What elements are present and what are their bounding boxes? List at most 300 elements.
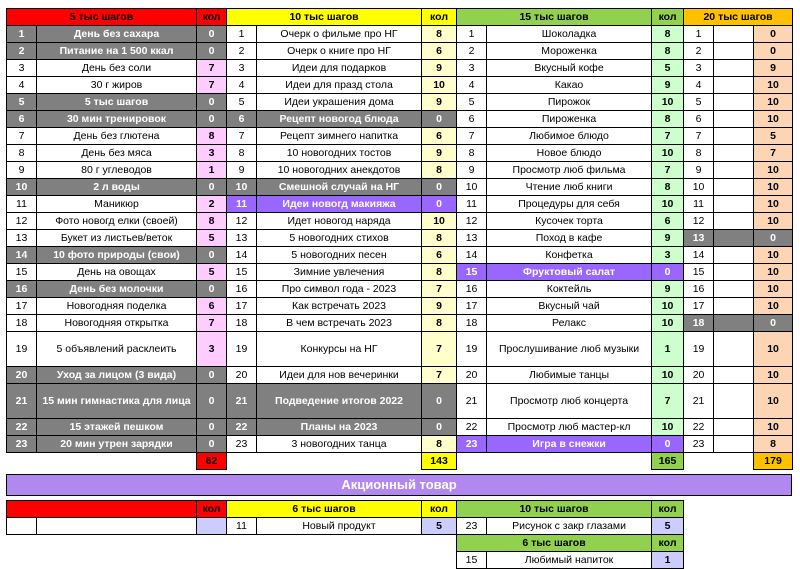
total-10k: 143 <box>422 453 457 470</box>
kol-20k: 0 <box>754 26 793 43</box>
promo-header-6k-b: 6 тыс шагов <box>457 535 652 552</box>
row-number: 16 <box>457 281 487 298</box>
task-5k: 2 л воды <box>37 179 197 196</box>
row-number: 7 <box>227 128 257 145</box>
header-20k: 20 тыс шагов <box>684 9 793 26</box>
kol-15k: 9 <box>652 230 684 247</box>
row-number: 3 <box>227 60 257 77</box>
kol-5k: 0 <box>197 43 227 60</box>
row-number: 19 <box>457 332 487 367</box>
task-15k: Коктейль <box>487 281 652 298</box>
row-number: 1 <box>684 26 714 43</box>
row-number: 6 <box>227 111 257 128</box>
kol-10k: 10 <box>422 77 457 94</box>
row-number: 13 <box>684 230 714 247</box>
kol-5k: 0 <box>197 384 227 419</box>
row-number: 14 <box>227 247 257 264</box>
promo-num: 11 <box>227 518 257 535</box>
row-number: 7 <box>7 128 37 145</box>
task-15k: Игра в снежки <box>487 436 652 453</box>
kol-15k: 10 <box>652 419 684 436</box>
promo-num: 23 <box>457 518 487 535</box>
kol-10k: 9 <box>422 145 457 162</box>
header-row <box>7 9 793 26</box>
table-row <box>7 298 793 315</box>
row-number: 22 <box>457 419 487 436</box>
kol-20k: 7 <box>754 145 793 162</box>
kol-15k: 1 <box>652 332 684 367</box>
kol-20k: 10 <box>754 111 793 128</box>
row-number: 11 <box>457 196 487 213</box>
table-row <box>7 264 793 281</box>
kol-5k: 0 <box>197 94 227 111</box>
promo-header-row <box>7 501 793 518</box>
row-number: 9 <box>684 162 714 179</box>
task-10k: Идеи для подарков <box>257 60 422 77</box>
task-10k: Про символ года - 2023 <box>257 281 422 298</box>
kol-10k: 0 <box>422 111 457 128</box>
header-kol: кол <box>652 9 684 26</box>
kol-15k: 9 <box>652 281 684 298</box>
table-row <box>7 43 793 60</box>
task-5k: 80 г углеводов <box>37 162 197 179</box>
kol-20k: 10 <box>754 264 793 281</box>
kol-10k: 7 <box>422 367 457 384</box>
row-number: 5 <box>684 94 714 111</box>
row-number: 6 <box>684 111 714 128</box>
table-row <box>7 111 793 128</box>
promo-task: Рисунок с закр глазами <box>487 518 652 535</box>
row-number: 14 <box>7 247 37 264</box>
row-number: 8 <box>457 145 487 162</box>
kol-10k: 7 <box>422 281 457 298</box>
task-10k: 5 новогодних стихов <box>257 230 422 247</box>
total-20k: 179 <box>754 453 793 470</box>
task-5k: 15 мин гимнастика для лица <box>37 384 197 419</box>
kol-5k: 0 <box>197 247 227 264</box>
kol-10k: 9 <box>422 94 457 111</box>
task-5k: 10 фото природы (свои) <box>37 247 197 264</box>
task-15k: Вкусный чай <box>487 298 652 315</box>
row-number: 14 <box>457 247 487 264</box>
promo-kol: кол <box>652 501 684 518</box>
row-number: 5 <box>7 94 37 111</box>
task-15k: Просмотр люб концерта <box>487 384 652 419</box>
kol-15k: 7 <box>652 128 684 145</box>
kol-15k: 8 <box>652 43 684 60</box>
row-number: 2 <box>7 43 37 60</box>
kol-15k: 10 <box>652 94 684 111</box>
row-number: 15 <box>7 264 37 281</box>
task-15k: Поход в кафе <box>487 230 652 247</box>
kol-20k: 10 <box>754 213 793 230</box>
row-number: 19 <box>227 332 257 367</box>
row-number: 17 <box>684 298 714 315</box>
row-number: 3 <box>684 60 714 77</box>
task-15k: Прослушивание люб музыки <box>487 332 652 367</box>
row-number: 17 <box>227 298 257 315</box>
row-number: 13 <box>7 230 37 247</box>
row-number: 2 <box>227 43 257 60</box>
row-number: 22 <box>684 419 714 436</box>
kol-15k: 10 <box>652 298 684 315</box>
row-number: 8 <box>227 145 257 162</box>
task-10k: Очерк о фильме про НГ <box>257 26 422 43</box>
kol-15k: 3 <box>652 247 684 264</box>
kol-5k: 6 <box>197 298 227 315</box>
kol-10k: 8 <box>422 315 457 332</box>
promo-kol-value: 5 <box>652 518 684 535</box>
kol-10k: 6 <box>422 43 457 60</box>
row-number: 22 <box>7 419 37 436</box>
task-10k: 10 новогодних тостов <box>257 145 422 162</box>
row-number: 6 <box>457 111 487 128</box>
kol-20k: 8 <box>754 436 793 453</box>
header-15k: 15 тыс шагов <box>457 9 652 26</box>
kol-5k: 7 <box>197 60 227 77</box>
table-row <box>7 315 793 332</box>
task-10k: Идеи украшения дома <box>257 94 422 111</box>
kol-20k: 10 <box>754 162 793 179</box>
kol-15k: 6 <box>652 213 684 230</box>
task-10k: Идет новогод наряда <box>257 213 422 230</box>
kol-20k: 0 <box>754 230 793 247</box>
row-number: 23 <box>227 436 257 453</box>
task-10k: Смешной случай на НГ <box>257 179 422 196</box>
row-number: 16 <box>684 281 714 298</box>
task-15k: Кусочек торта <box>487 213 652 230</box>
task-5k: День без сахара <box>37 26 197 43</box>
row-number: 16 <box>7 281 37 298</box>
row-number: 19 <box>7 332 37 367</box>
task-15k: Фруктовый салат <box>487 264 652 281</box>
row-number: 23 <box>684 436 714 453</box>
kol-20k: 10 <box>754 384 793 419</box>
row-number: 23 <box>7 436 37 453</box>
kol-5k: 2 <box>197 196 227 213</box>
row-number: 14 <box>684 247 714 264</box>
row-number: 8 <box>684 145 714 162</box>
kol-15k: 7 <box>652 162 684 179</box>
task-15k: Релакс <box>487 315 652 332</box>
task-10k: Как встречать 2023 <box>257 298 422 315</box>
task-15k: Новое блюдо <box>487 145 652 162</box>
kol-15k: 8 <box>652 26 684 43</box>
table-row <box>7 162 793 179</box>
kol-5k: 5 <box>197 264 227 281</box>
row-number: 15 <box>457 264 487 281</box>
row-number: 20 <box>684 367 714 384</box>
row-number: 22 <box>227 419 257 436</box>
promo-task: Любимый напиток <box>487 552 652 569</box>
promo-banner: Акционный товар <box>6 474 792 496</box>
table-row <box>7 367 793 384</box>
table-row <box>7 77 793 94</box>
kol-5k: 7 <box>197 77 227 94</box>
task-15k: Какао <box>487 77 652 94</box>
task-10k: В чем встречать 2023 <box>257 315 422 332</box>
row-number: 15 <box>227 264 257 281</box>
promo-kol: кол <box>197 501 227 518</box>
kol-15k: 10 <box>652 315 684 332</box>
table-row <box>7 145 793 162</box>
table-row <box>7 436 793 453</box>
row-number: 18 <box>457 315 487 332</box>
row-number: 5 <box>227 94 257 111</box>
kol-5k: 0 <box>197 179 227 196</box>
task-10k: 3 новогодних танца <box>257 436 422 453</box>
row-number: 2 <box>684 43 714 60</box>
task-5k: 5 тыс шагов <box>37 94 197 111</box>
kol-20k: 10 <box>754 94 793 111</box>
kol-10k: 0 <box>422 196 457 213</box>
spreadsheet <box>6 8 792 569</box>
task-15k: Пирожок <box>487 94 652 111</box>
row-number: 9 <box>227 162 257 179</box>
task-15k: Пироженка <box>487 111 652 128</box>
row-number: 12 <box>684 213 714 230</box>
table-row <box>7 94 793 111</box>
header-kol: кол <box>197 9 227 26</box>
task-5k: День без молочки <box>37 281 197 298</box>
kol-20k: 0 <box>754 315 793 332</box>
row-number: 1 <box>7 26 37 43</box>
task-5k: Фото новогд елки (своей) <box>37 213 197 230</box>
row-number: 19 <box>684 332 714 367</box>
table-row <box>7 281 793 298</box>
kol-20k: 10 <box>754 367 793 384</box>
task-5k: День на овощах <box>37 264 197 281</box>
total-15k: 165 <box>652 453 684 470</box>
task-5k: День без глютена <box>37 128 197 145</box>
kol-5k: 3 <box>197 332 227 367</box>
kol-20k: 10 <box>754 196 793 213</box>
table-row <box>7 419 793 436</box>
kol-10k: 0 <box>422 419 457 436</box>
row-number: 12 <box>7 213 37 230</box>
task-15k: Шоколадка <box>487 26 652 43</box>
row-number: 20 <box>227 367 257 384</box>
table-row <box>7 128 793 145</box>
kol-15k: 5 <box>652 60 684 77</box>
kol-10k: 8 <box>422 264 457 281</box>
kol-10k: 8 <box>422 436 457 453</box>
task-15k: Любимое блюдо <box>487 128 652 145</box>
kol-10k: 8 <box>422 26 457 43</box>
kol-15k: 10 <box>652 367 684 384</box>
kol-15k: 9 <box>652 77 684 94</box>
kol-5k: 7 <box>197 315 227 332</box>
kol-5k: 0 <box>197 26 227 43</box>
task-15k: Чтение люб книги <box>487 179 652 196</box>
row-number: 17 <box>457 298 487 315</box>
kol-20k: 0 <box>754 43 793 60</box>
task-5k: Букет из листьев/веток <box>37 230 197 247</box>
kol-5k: 0 <box>197 367 227 384</box>
table-row <box>7 26 793 43</box>
task-10k: Конкурсы на НГ <box>257 332 422 367</box>
table-row <box>7 179 793 196</box>
kol-20k: 10 <box>754 247 793 264</box>
task-10k: Идеи для нов вечеринки <box>257 367 422 384</box>
kol-15k: 8 <box>652 179 684 196</box>
row-number: 12 <box>227 213 257 230</box>
task-15k: Просмотр люб мастер-кл <box>487 419 652 436</box>
task-5k: Питание на 1 500 ккал <box>37 43 197 60</box>
kol-10k: 9 <box>422 298 457 315</box>
kol-5k: 8 <box>197 213 227 230</box>
row-number: 2 <box>457 43 487 60</box>
task-5k: 5 объявлений расклеить <box>37 332 197 367</box>
header-kol: кол <box>422 9 457 26</box>
promo-row <box>7 518 793 535</box>
task-10k: 5 новогодних песен <box>257 247 422 264</box>
kol-20k: 10 <box>754 179 793 196</box>
row-number: 1 <box>227 26 257 43</box>
task-5k: Новогодняя открытка <box>37 315 197 332</box>
promo-header-6k: 6 тыс шагов <box>227 501 422 518</box>
kol-10k: 8 <box>422 162 457 179</box>
row-number: 5 <box>457 94 487 111</box>
kol-10k: 6 <box>422 247 457 264</box>
row-number: 15 <box>684 264 714 281</box>
row-number: 10 <box>227 179 257 196</box>
task-5k: День без мяса <box>37 145 197 162</box>
row-number: 16 <box>227 281 257 298</box>
task-10k: Планы на 2023 <box>257 419 422 436</box>
table-row <box>7 332 793 367</box>
row-number: 21 <box>227 384 257 419</box>
row-number: 10 <box>457 179 487 196</box>
kol-20k: 10 <box>754 332 793 367</box>
kol-15k: 8 <box>652 111 684 128</box>
promo-table <box>6 500 793 569</box>
kol-20k: 10 <box>754 77 793 94</box>
row-number: 4 <box>684 77 714 94</box>
table-row <box>7 384 793 419</box>
promo-row <box>7 552 793 569</box>
kol-15k: 10 <box>652 196 684 213</box>
row-number: 10 <box>684 179 714 196</box>
row-number: 7 <box>684 128 714 145</box>
kol-5k: 5 <box>197 230 227 247</box>
row-number: 12 <box>457 213 487 230</box>
kol-10k: 6 <box>422 128 457 145</box>
task-15k: Вкусный кофе <box>487 60 652 77</box>
task-15k: Любимые танцы <box>487 367 652 384</box>
row-number: 4 <box>227 77 257 94</box>
kol-15k: 10 <box>652 145 684 162</box>
kol-15k: 0 <box>652 264 684 281</box>
row-number: 18 <box>227 315 257 332</box>
row-number: 18 <box>7 315 37 332</box>
row-number: 11 <box>7 196 37 213</box>
kol-15k: 7 <box>652 384 684 419</box>
task-5k: 15 этажей пешком <box>37 419 197 436</box>
row-number: 20 <box>7 367 37 384</box>
task-5k: 30 мин тренировок <box>37 111 197 128</box>
task-15k: Просмотр люб фильма <box>487 162 652 179</box>
kol-5k: 8 <box>197 128 227 145</box>
row-number: 6 <box>7 111 37 128</box>
task-15k: Процедуры для себя <box>487 196 652 213</box>
kol-5k: 0 <box>197 436 227 453</box>
kol-10k: 9 <box>422 60 457 77</box>
task-10k: 10 новогодних анекдотов <box>257 162 422 179</box>
task-10k: Зимние увлечения <box>257 264 422 281</box>
row-number: 1 <box>457 26 487 43</box>
row-number: 20 <box>457 367 487 384</box>
task-5k: Новогодняя поделка <box>37 298 197 315</box>
row-number: 7 <box>457 128 487 145</box>
promo-task: Новый продукт <box>257 518 422 535</box>
kol-10k: 7 <box>422 332 457 367</box>
task-5k: День без соли <box>37 60 197 77</box>
kol-10k: 0 <box>422 384 457 419</box>
promo-subheader-row <box>7 535 793 552</box>
kol-20k: 10 <box>754 281 793 298</box>
kol-15k: 0 <box>652 436 684 453</box>
promo-kol-value: 5 <box>422 518 457 535</box>
task-10k: Подведение итогов 2022 <box>257 384 422 419</box>
row-number: 3 <box>457 60 487 77</box>
challenge-table <box>6 8 793 470</box>
kol-10k: 0 <box>422 179 457 196</box>
task-15k: Конфетка <box>487 247 652 264</box>
row-number: 13 <box>457 230 487 247</box>
kol-20k: 10 <box>754 298 793 315</box>
promo-header-10k: 10 тыс шагов <box>457 501 652 518</box>
row-number: 21 <box>7 384 37 419</box>
kol-10k: 8 <box>422 230 457 247</box>
kol-5k: 0 <box>197 111 227 128</box>
row-number: 18 <box>684 315 714 332</box>
table-row <box>7 196 793 213</box>
row-number: 11 <box>227 196 257 213</box>
row-number: 21 <box>457 384 487 419</box>
kol-5k: 0 <box>197 281 227 298</box>
total-5k: 62 <box>197 453 227 470</box>
task-10k: Идеи для празд стола <box>257 77 422 94</box>
task-5k: Уход за лицом (3 вида) <box>37 367 197 384</box>
row-number: 21 <box>684 384 714 419</box>
kol-20k: 10 <box>754 419 793 436</box>
totals-row <box>7 453 793 470</box>
row-number: 9 <box>7 162 37 179</box>
task-5k: Маникюр <box>37 196 197 213</box>
row-number: 4 <box>457 77 487 94</box>
task-10k: Рецепт зимнего напитка <box>257 128 422 145</box>
table-row <box>7 60 793 77</box>
header-10k: 10 тыс шагов <box>227 9 422 26</box>
promo-kol: кол <box>652 535 684 552</box>
kol-10k: 10 <box>422 213 457 230</box>
kol-20k: 9 <box>754 60 793 77</box>
task-10k: Идеи новогд макияжа <box>257 196 422 213</box>
row-number: 11 <box>684 196 714 213</box>
promo-num: 15 <box>457 552 487 569</box>
row-number: 8 <box>7 145 37 162</box>
task-5k: 20 мин утрен зарядки <box>37 436 197 453</box>
table-row <box>7 213 793 230</box>
row-number: 23 <box>457 436 487 453</box>
table-row <box>7 247 793 264</box>
row-number: 3 <box>7 60 37 77</box>
kol-20k: 5 <box>754 128 793 145</box>
task-10k: Очерк о книге про НГ <box>257 43 422 60</box>
header-5k: 5 тыс шагов <box>7 9 197 26</box>
row-number: 10 <box>7 179 37 196</box>
